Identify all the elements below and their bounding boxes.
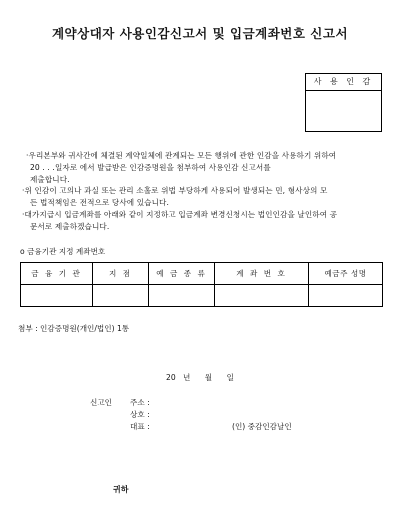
header-deposit-type: 예 금 종 류 (149, 263, 215, 285)
reporter-label: 신고인 (90, 398, 113, 407)
cell-branch[interactable] (93, 285, 149, 307)
seal-note: (인) 중감인감날인 (232, 422, 292, 431)
account-table (20, 262, 383, 307)
table-header-row (21, 263, 383, 285)
cell-holder-name[interactable] (309, 285, 383, 307)
cell-account-number[interactable] (215, 285, 309, 307)
date-line: 20 년 월 일 (166, 373, 234, 382)
recipient-label: 귀하 (113, 485, 129, 494)
statement-line: 문서로 제출하겠습니다. (30, 222, 110, 231)
header-holder-name: 예금주 성명 (309, 263, 383, 285)
section-title: o 금융기관 지정 계좌번호 (20, 247, 106, 256)
seal-box (305, 73, 382, 132)
cell-deposit-type[interactable] (149, 285, 215, 307)
header-branch: 지 점 (93, 263, 149, 285)
statement-line: ·위 인감이 고의나 과실 또는 관리 소홀로 위법 부당하게 사용되어 발생되는 민, 형사상의 모 (22, 186, 328, 195)
seal-area[interactable] (306, 91, 381, 132)
statement-line: ·대가지급시 입금계좌를 아래와 같이 지정하고 입금계좌 변경신청시는 법인인감을 날인하여 공 (22, 210, 338, 219)
statement-line: ·우리본부와 귀사간에 체결된 계약일체에 관계되는 모든 행위에 관한 인감을 사용하기 위하여 (26, 151, 337, 160)
attachment-note: 첨부 : 인감증명원(개인/법인) 1통 (18, 324, 130, 333)
statement-line: 20 . . .일자로 에서 발급받은 인감증명원을 첨부하여 사용인감 신고서를 (30, 163, 271, 172)
company-label: 상호 : (130, 410, 150, 419)
cell-bank[interactable] (21, 285, 93, 307)
statement-line: 제출합니다. (30, 175, 70, 184)
representative-label: 대표 : (130, 422, 150, 431)
form-title: 계약상대자 사용인감신고서 및 입금계좌번호 신고서 (51, 26, 349, 41)
table-row (21, 285, 383, 307)
header-account-number: 계 좌 번 호 (215, 263, 309, 285)
seal-box-label: 사 용 인 감 (306, 74, 381, 91)
statement-line: 든 법적책임은 전적으로 당사에 있습니다. (30, 198, 169, 207)
address-label: 주소 : (130, 398, 150, 407)
header-bank: 금 융 기 관 (21, 263, 93, 285)
